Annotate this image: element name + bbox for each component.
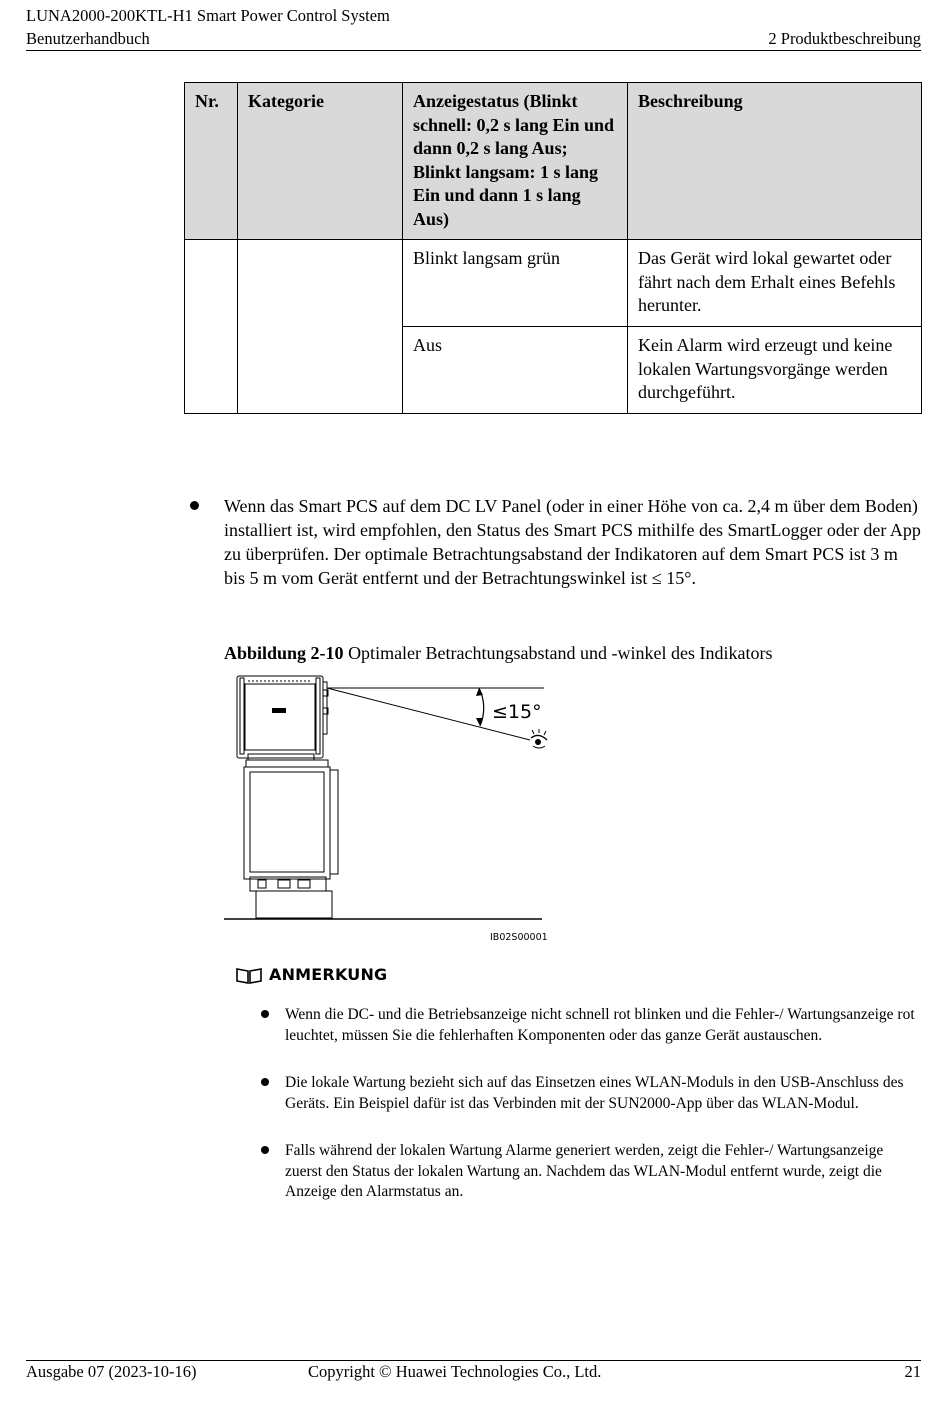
- figure-caption: [224, 641, 772, 665]
- footer-edition: Ausgabe 07 (2023-10-16): [26, 1362, 197, 1381]
- bullet-dot: [190, 501, 199, 510]
- angle-label: ≤15°: [492, 701, 542, 723]
- table-cell-nr: [185, 240, 238, 414]
- note-item-1: Wenn die DC- und die Betriebsanzeige nicht schnell rot blinken und die Fehler-/ Wartungsanzeige rot leuchtet, müssen Sie die fehlerhaften Komponenten oder das ganze Gerät austauschen.: [285, 1006, 915, 1044]
- column-header-description: Beschreibung: [628, 83, 922, 240]
- note-title: ANMERKUNG: [269, 965, 388, 984]
- table-cell-status: Aus: [403, 327, 628, 414]
- column-header-nr: Nr.: [185, 83, 238, 240]
- column-header-status: Anzeigestatus (Blinkt schnell: 0,2 s lang Ein und dann 0,2 s lang Aus; Blinkt langsam: 1 s lang Ein und dann 1 s lang Aus): [403, 83, 628, 240]
- header-chapter: 2 Produktbeschreibung: [768, 29, 921, 48]
- table-cell-description: Kein Alarm wird erzeugt und keine lokalen Wartungsvorgänge werden durchgeführt.: [628, 327, 922, 414]
- header-rule: [26, 50, 921, 51]
- indicator-status-table: [184, 82, 922, 414]
- table-row: [185, 240, 922, 327]
- viewing-angle-figure: [224, 672, 554, 947]
- note-item-2: Die lokale Wartung bezieht sich auf das Einsetzen eines WLAN-Moduls in den USB-Anschluss des Geräts. Ein Beispiel dafür ist das Verbinden mit der SUN2000-App über das WLAN-Modul.: [285, 1074, 904, 1112]
- table-cell-category: [238, 240, 403, 414]
- column-header-category: Kategorie: [238, 83, 403, 240]
- footer-copyright: Copyright © Huawei Technologies Co., Ltd.: [308, 1362, 602, 1381]
- figure-number: Abbildung 2-10: [224, 643, 344, 663]
- table-cell-description: Das Gerät wird lokal gewartet oder fährt nach dem Erhalt eines Befehls herunter.: [628, 240, 922, 327]
- figure-caption-text: Optimaler Betrachtungsabstand und -winkel des Indikators: [343, 643, 773, 663]
- page-number: 21: [904, 1362, 921, 1381]
- figure-id: IB02S00001: [490, 932, 548, 943]
- note-bullet-dot: [261, 1146, 269, 1154]
- table-header-row: [185, 83, 922, 240]
- header-manual-title: Benutzerhandbuch: [26, 29, 150, 48]
- note-item-3: Falls während der lokalen Wartung Alarme generiert werden, zeigt die Fehler-/ Wartungsanzeige zuerst den Status der lokalen Wartung an. Nachdem das WLAN-Modul entfernt wurde, zeigt die Anzeige den Alarmstatus an.: [285, 1142, 884, 1200]
- note-bullet-dot: [261, 1010, 269, 1018]
- open-book-icon: [235, 967, 263, 985]
- table-cell-status: Blinkt langsam grün: [403, 240, 628, 327]
- viewing-distance-paragraph: Wenn das Smart PCS auf dem DC LV Panel (oder in einer Höhe von ca. 2,4 m über dem Boden) installiert ist, wird empfohlen, den Status des Smart PCS mithilfe des SmartLogger oder der App zu überprüfen. Der optimale Betrachtungsabstand der Indikatoren auf dem Smart PCS ist 3 m bis 5 m vom Gerät entfernt und der Betrachtungswinkel ist ≤ 15°.: [224, 496, 921, 588]
- header-product-title: LUNA2000-200KTL-H1 Smart Power Control System: [26, 6, 390, 25]
- note-bullet-dot: [261, 1078, 269, 1086]
